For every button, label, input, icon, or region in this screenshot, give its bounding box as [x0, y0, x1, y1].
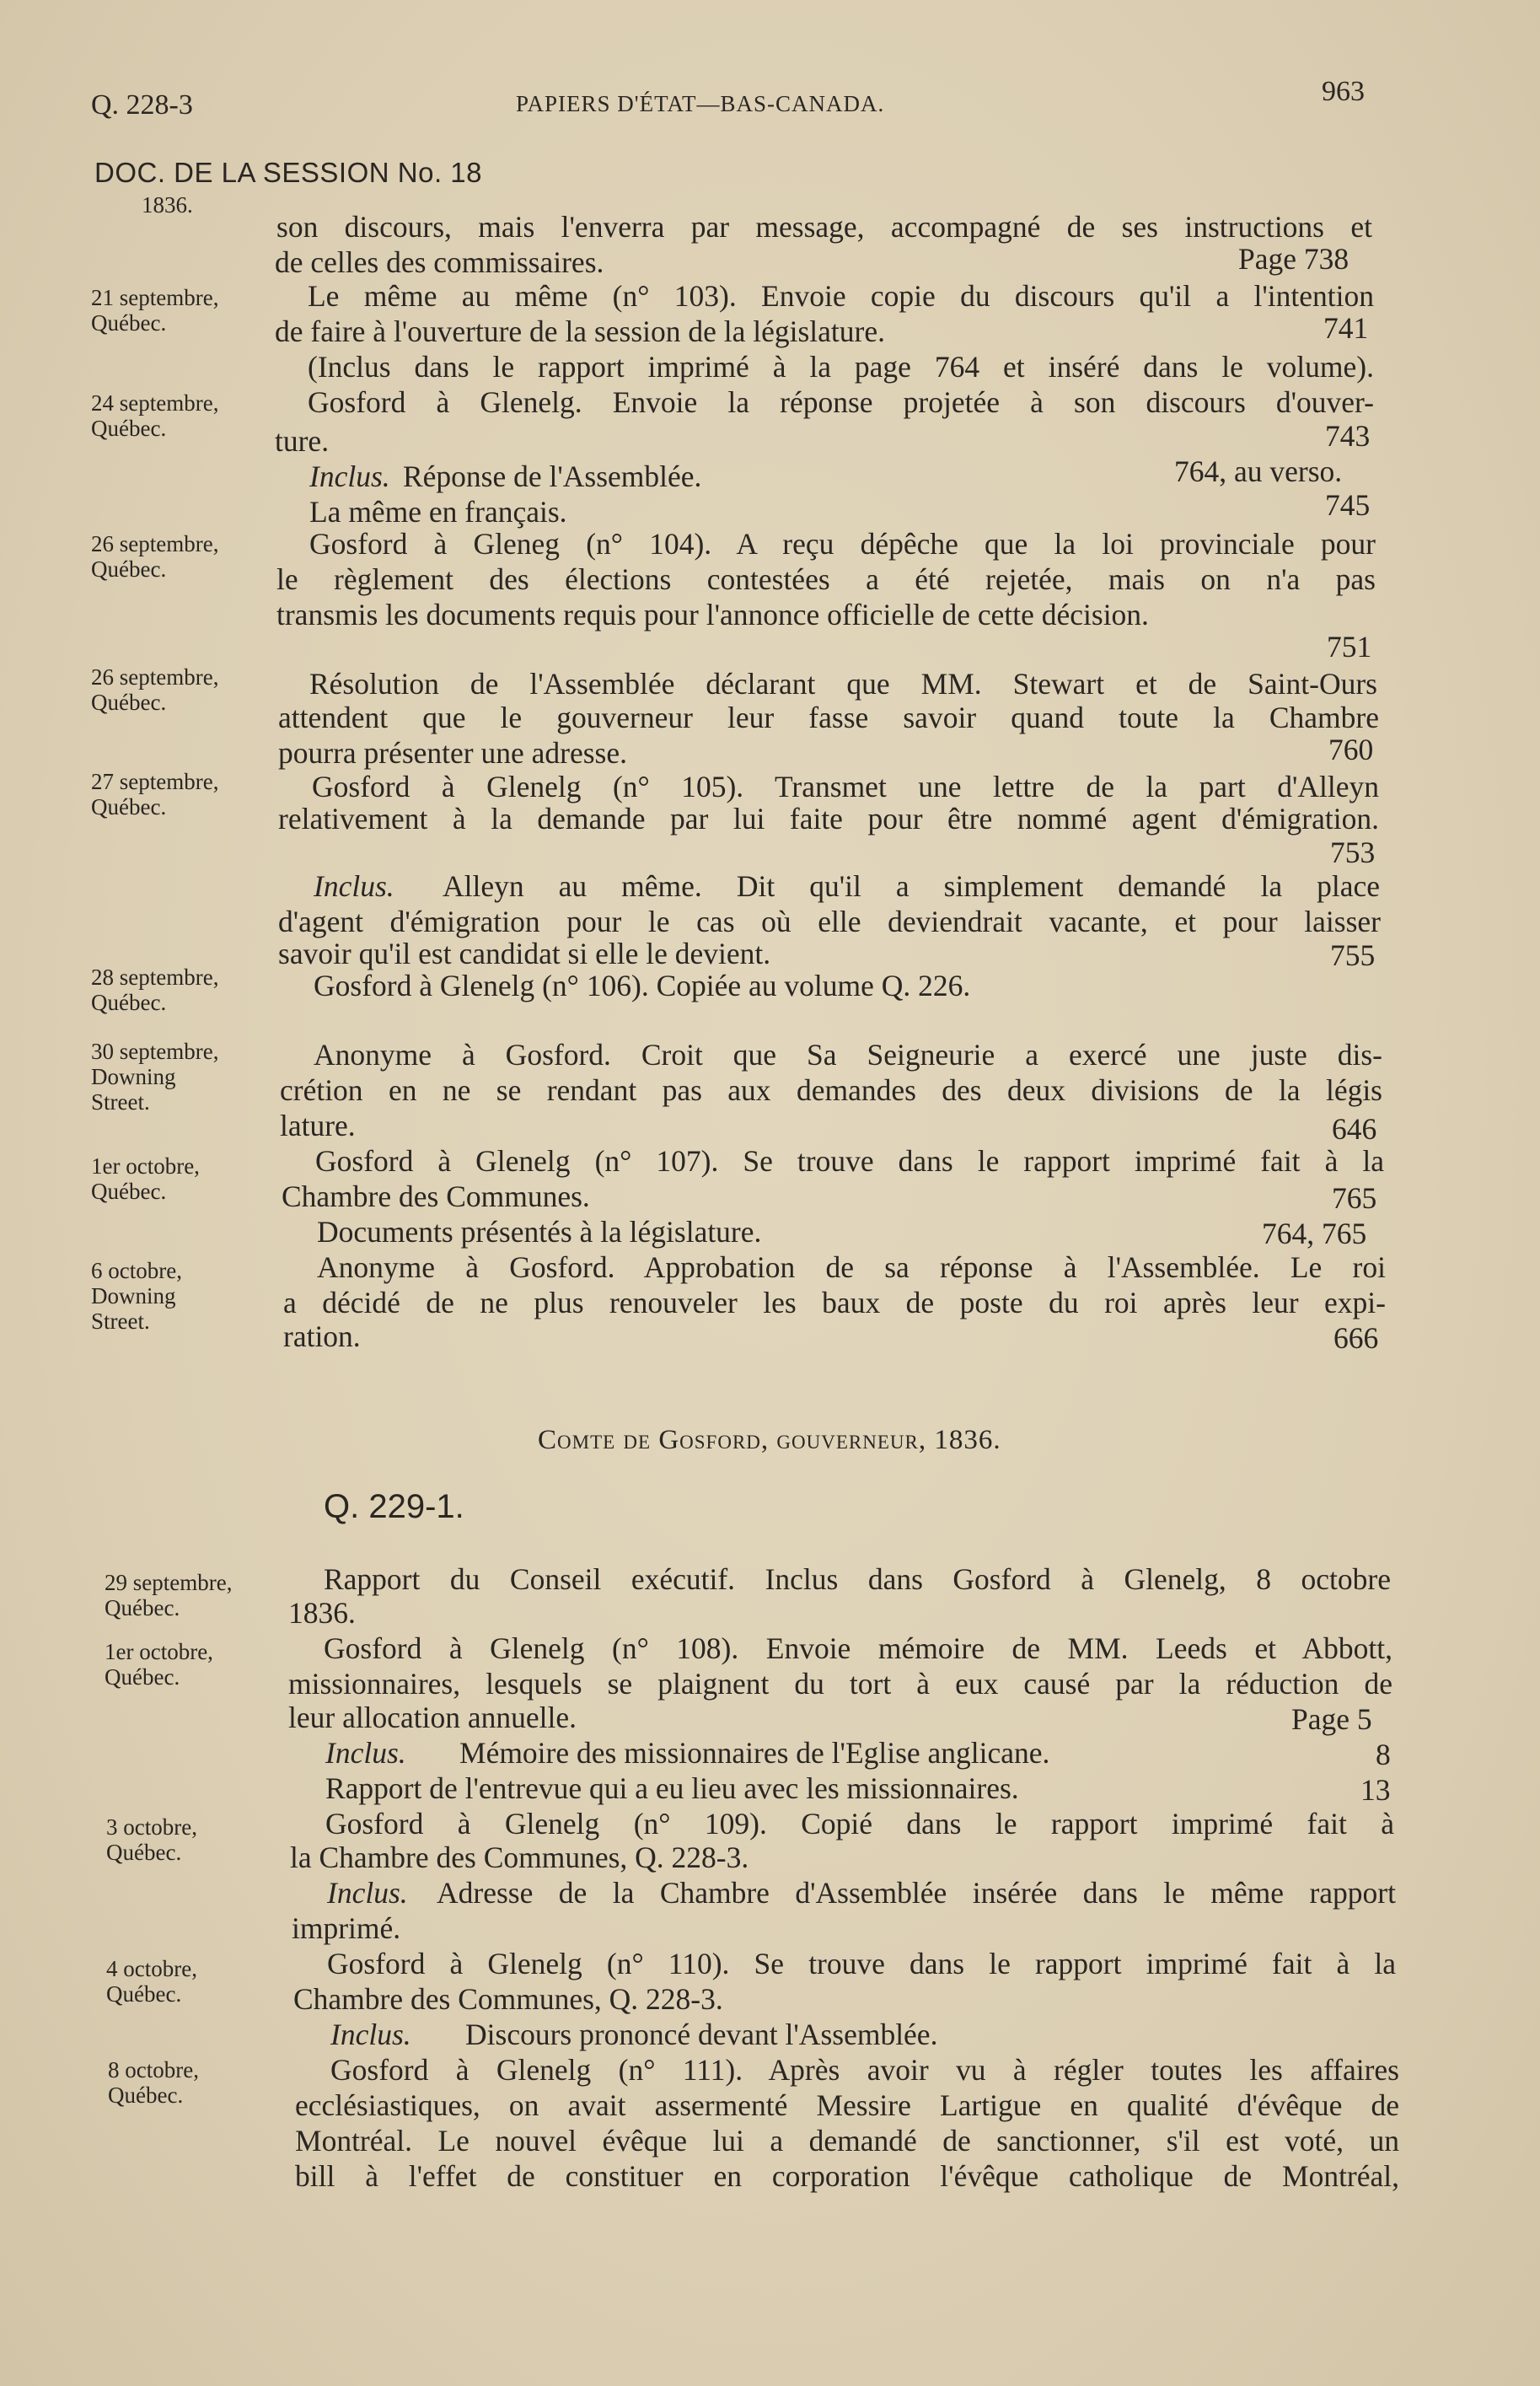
margin-date: 24 septembre, Québec. [91, 390, 219, 441]
margin-date: 3 octobre, Québec. [106, 1814, 197, 1865]
inclus-label: Inclus. [327, 1876, 408, 1910]
text-line: a décidé de ne plus renouveler les baux de poste du roi après leur expi- [283, 1286, 1386, 1319]
margin-date: 4 octobre, Québec. [106, 1956, 197, 2007]
text-line: lature. [280, 1109, 356, 1142]
margin-date: 8 octobre, Québec. [108, 2057, 199, 2108]
text-line: Gosford à Glenelg (n° 107). Se trouve dans le rapport imprimé fait à la [315, 1144, 1384, 1178]
page-reference: Page 5 [1291, 1702, 1372, 1736]
page-reference: 753 [1330, 836, 1376, 869]
margin-date: 27 septembre, Québec. [91, 769, 219, 820]
text-line: crétion en ne se rendant pas aux demandes des deux divisions de la légis [280, 1073, 1382, 1107]
text-line: son discours, mais l'enverra par message, accompagné de ses instructions et [276, 210, 1372, 244]
page-reference: 13 [1360, 1773, 1391, 1807]
margin-date: 28 septembre, Québec. [91, 965, 219, 1015]
text-line: attendent que le gouverneur leur fasse savoir quand toute la Chambre [278, 701, 1379, 734]
inclus-label: Inclus. [330, 2018, 411, 2051]
margin-date: 26 septembre, Québec. [91, 664, 219, 715]
text-line: Le même au même (n° 103). Envoie copie du discours qu'il a l'intention [308, 279, 1374, 313]
margin-date: 1er octobre, Québec. [91, 1153, 200, 1204]
page-reference: Page 738 [1238, 242, 1350, 276]
text-line: Chambre des Communes, Q. 228-3. [293, 1982, 723, 2016]
text-line: Mémoire des missionnaires de l'Eglise anglicane. [459, 1736, 1050, 1770]
text-line: Gosford à Glenelg (n° 106). Copiée au volume Q. 226. [314, 969, 971, 1002]
inclus-label: Inclus. [309, 459, 390, 493]
text-line: Gosford à Gleneg (n° 104). A reçu dépêche que la loi provinciale pour [309, 527, 1376, 561]
page-reference: 764, 765 [1262, 1217, 1367, 1250]
text-line: transmis les documents requis pour l'annonce officielle de cette décision. [276, 598, 1149, 631]
text-line: Discours prononcé devant l'Assemblée. [465, 2018, 938, 2051]
text-line: Alleyn au même. Dit qu'il a simplement demandé la place [443, 869, 1380, 903]
page-reference: 646 [1332, 1112, 1377, 1146]
inclus-label: Inclus. [325, 1736, 406, 1770]
running-title: PAPIERS D'ÉTAT—BAS-CANADA. [516, 91, 885, 116]
text-line: de faire à l'ouverture de la session de la législature. [275, 314, 885, 348]
text-line: Gosford à Glenelg (n° 109). Copié dans le rapport imprimé fait à [325, 1807, 1394, 1841]
text-line: Résolution de l'Assemblée déclarant que MM. Stewart et de Saint-Ours [309, 667, 1377, 701]
text-line: Documents présentés à la législature. [317, 1215, 762, 1249]
doc-session-label: DOC. DE LA SESSION No. 18 [94, 157, 482, 188]
text-line: le règlement des élections contestées a été rejetée, mais on n'a pas [276, 562, 1376, 596]
page-reference: 8 [1376, 1738, 1391, 1771]
text-line: Anonyme à Gosford. Approbation de sa réponse à l'Assemblée. Le roi [317, 1250, 1386, 1284]
page-reference: 760 [1328, 733, 1374, 766]
text-line: Anonyme à Gosford. Croit que Sa Seigneurie a exercé une juste dis- [314, 1038, 1382, 1072]
text-line: 1836. [288, 1596, 356, 1630]
text-line: ration. [283, 1319, 361, 1353]
page-reference: 751 [1327, 630, 1372, 664]
inclus-label: Inclus. [314, 869, 394, 903]
text-line: Gosford à Glenelg (n° 110). Se trouve dans le rapport imprimé fait à la [327, 1947, 1396, 1980]
margin-date: 21 septembre, Québec. [91, 285, 219, 336]
margin-date: 6 octobre, Downing Street. [91, 1258, 182, 1334]
text-line: relativement à la demande par lui faite pour être nommé agent d'émigration. [278, 802, 1379, 836]
page-reference: 755 [1330, 938, 1376, 972]
text-line: la Chambre des Communes, Q. 228-3. [290, 1841, 749, 1874]
volume-heading: Q. 229-1. [324, 1488, 464, 1525]
text-line: Montréal. Le nouvel évêque lui a demandé de sanctionner, s'il est voté, un [295, 2124, 1399, 2158]
text-line: Rapport du Conseil exécutif. Inclus dans Gosford à Glenelg, 8 octobre [324, 1562, 1391, 1596]
text-line: (Inclus dans le rapport imprimé à la page 764 et inséré dans le volume). [308, 350, 1374, 384]
text-line: d'agent d'émigration pour le cas où elle deviendrait vacante, et pour laisser [278, 905, 1381, 938]
text-line: ture. [275, 424, 330, 458]
text-line: Chambre des Communes. [282, 1180, 590, 1213]
text-line: imprimé. [292, 1911, 401, 1945]
text-line: leur allocation annuelle. [288, 1701, 577, 1734]
page-reference: 743 [1325, 419, 1371, 453]
text-line: Rapport de l'entrevue qui a eu lieu avec les missionnaires. [325, 1771, 1019, 1805]
text-line: Gosford à Glenelg (n° 105). Transmet une lettre de la part d'Alleyn [312, 770, 1379, 803]
year-label: 1836. [142, 192, 193, 218]
text-line: La même en français. [309, 495, 567, 529]
text-line: de celles des commissaires. [275, 245, 604, 279]
margin-date: 29 septembre, Québec. [105, 1570, 233, 1620]
text-line: savoir qu'il est candidat si elle le devient. [278, 937, 771, 970]
text-line: Réponse de l'Assemblée. [403, 459, 702, 493]
margin-date: 30 septembre, Downing Street. [91, 1039, 219, 1115]
volume-reference: Q. 228-3 [91, 89, 193, 121]
text-line: Adresse de la Chambre d'Assemblée insérée dans le même rapport [437, 1876, 1396, 1910]
page-reference: 741 [1323, 311, 1369, 345]
page-reference: 745 [1325, 488, 1371, 522]
page-number: 963 [1322, 76, 1365, 107]
text-line: ecclésiastiques, on avait assermenté Messire Lartigue en qualité d'évêque de [295, 2088, 1399, 2122]
text-line: Gosford à Glenelg. Envoie la réponse projetée à son discours d'ouver- [308, 385, 1374, 419]
text-line: pourra présenter une adresse. [278, 736, 627, 770]
text-line: missionnaires, lesquels se plaignent du tort à eux causé par la réduction de [288, 1667, 1392, 1701]
page-reference: 764, au verso. [1174, 454, 1343, 488]
text-line: Gosford à Glenelg (n° 108). Envoie mémoire de MM. Leeds et Abbott, [324, 1631, 1392, 1665]
margin-date: 26 septembre, Québec. [91, 531, 219, 582]
section-heading: Comte de Gosford, gouverneur, 1836. [538, 1425, 1001, 1455]
margin-date: 1er octobre, Québec. [105, 1639, 213, 1690]
page-reference: 666 [1333, 1321, 1379, 1355]
page-reference: 765 [1332, 1181, 1377, 1215]
text-line: bill à l'effet de constituer en corporation l'évêque catholique de Montréal, [295, 2159, 1399, 2193]
text-line: Gosford à Glenelg (n° 111). Après avoir vu à régler toutes les affaires [330, 2053, 1399, 2087]
